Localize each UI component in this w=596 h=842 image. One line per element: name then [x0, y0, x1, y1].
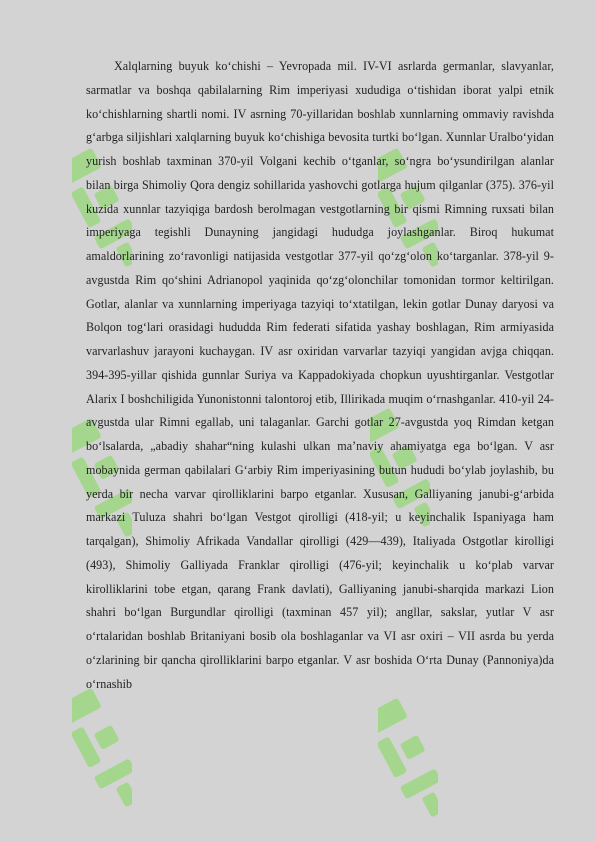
body-paragraph: Xalqlarning buyuk ko‘chishi – Yevropada mil. IV-VI asrlarda germanlar, slavyanlar, sarmatlar va boshqa qabilalarning Rim imperiyasi xududiga o‘tishidan iborat yalpi etnik ko‘chishlarning shartli nomi. IV asrning 70-yillaridan boshlab xunnlarning ommaviy ravishda g‘arbga siljishlari xalqlarning buyuk ko‘chishiga bevosita turtki bo‘lgan. Xunnlar Uralbo‘yidan yurish boshlab taxminan 370-yil Volgani kechib o‘tganlar, so‘ngra bo‘ysundirilgan alanlar bilan birga Shimoliy Qora dengiz sohillarida yashovchi gotlarga hujum qilganlar (375). 376-yil kuzida xunnlar tazyiqiga bardosh berolmagan vestgotlarning bir qismi Rimning ruxsati bilan imperiyaga tegishli Dunayning jangidagi hududga joylashganlar. Biroq hukumat amaldorlarining zo‘ravonligi natijasida vestgotlar 377-yil qo‘zg‘olon ko‘targanlar. 378-yil 9-avgustda Rim qo‘shini Adrianopol yaqinida qo‘zg‘olonchilar tomonidan tormor keltirilgan. Gotlar, alanlar va xunnlarning imperiyaga tazyiqi to‘xtatilgan, lekin gotlar Dunay daryosi va Bolqon tog‘lari orasidagi hududda Rim federati sifatida yashay boshlagan, Rim armiyasida varvarlashuv jarayoni kuchaygan. IV asr oxiridan varvarlar tazyiqi yangidan avjga chiqqan. 394-395-yillar qishida gunnlar Suriya va Kappadokiyada chopkun uyushtirganlar. Vestgotlar Alarix I boshchiligida Yunonistonni talontoroj etib, Illirikada muqim o‘rnashganlar. 410-yil 24-avgustda ular Rimni egallab, uni talaganlar. Garchi gotlar 27-avgustda yoq Rimdan ketgan bo‘lsalarda, „abadiy shahar“ning kulashi ulkan ma’naviy ahamiyatga ega bo‘lgan. V asr mobaynida german qabilalari G‘arbiy Rim imperiyasining butun hududi bo‘ylab joylashib, bu yerda bir necha varvar qirolliklarini barpo etganlar. Xususan, Galliyaning janubi-g‘arbida markazi Tuluza shahri bo‘lgan Vestgot qirolligi (418-yil; u keyinchalik Ispaniyaga ham tarqalgan), Shimoliy Afrikada Vandallar qirolligi (429—439), Italiyada Ostgotlar kirolligi (493), Shimoliy Galliyada Franklar qirolligi (476-yil; keyinchalik u ko‘plab varvar kirolliklarini tobe etgan, qarang Frank davlati), Galliyaning janubi-sharqida markazi Lion shahri bo‘lgan Burgundlar qirolligi (taxminan 457 yil); angllar, sakslar, yutlar V asr o‘rtalaridan boshlab Britaniyani bosib ola boshlaganlar va VI asr oxiri – VII asrda bu yerda o‘zlarining bir qancha qirolliklarini barpo etganlar. V asr boshida O‘rta Dunay (Pannoniya)da o‘rnashib [86, 59, 554, 691]
watermark-logo [378, 690, 438, 830]
watermark-logo [72, 680, 132, 820]
